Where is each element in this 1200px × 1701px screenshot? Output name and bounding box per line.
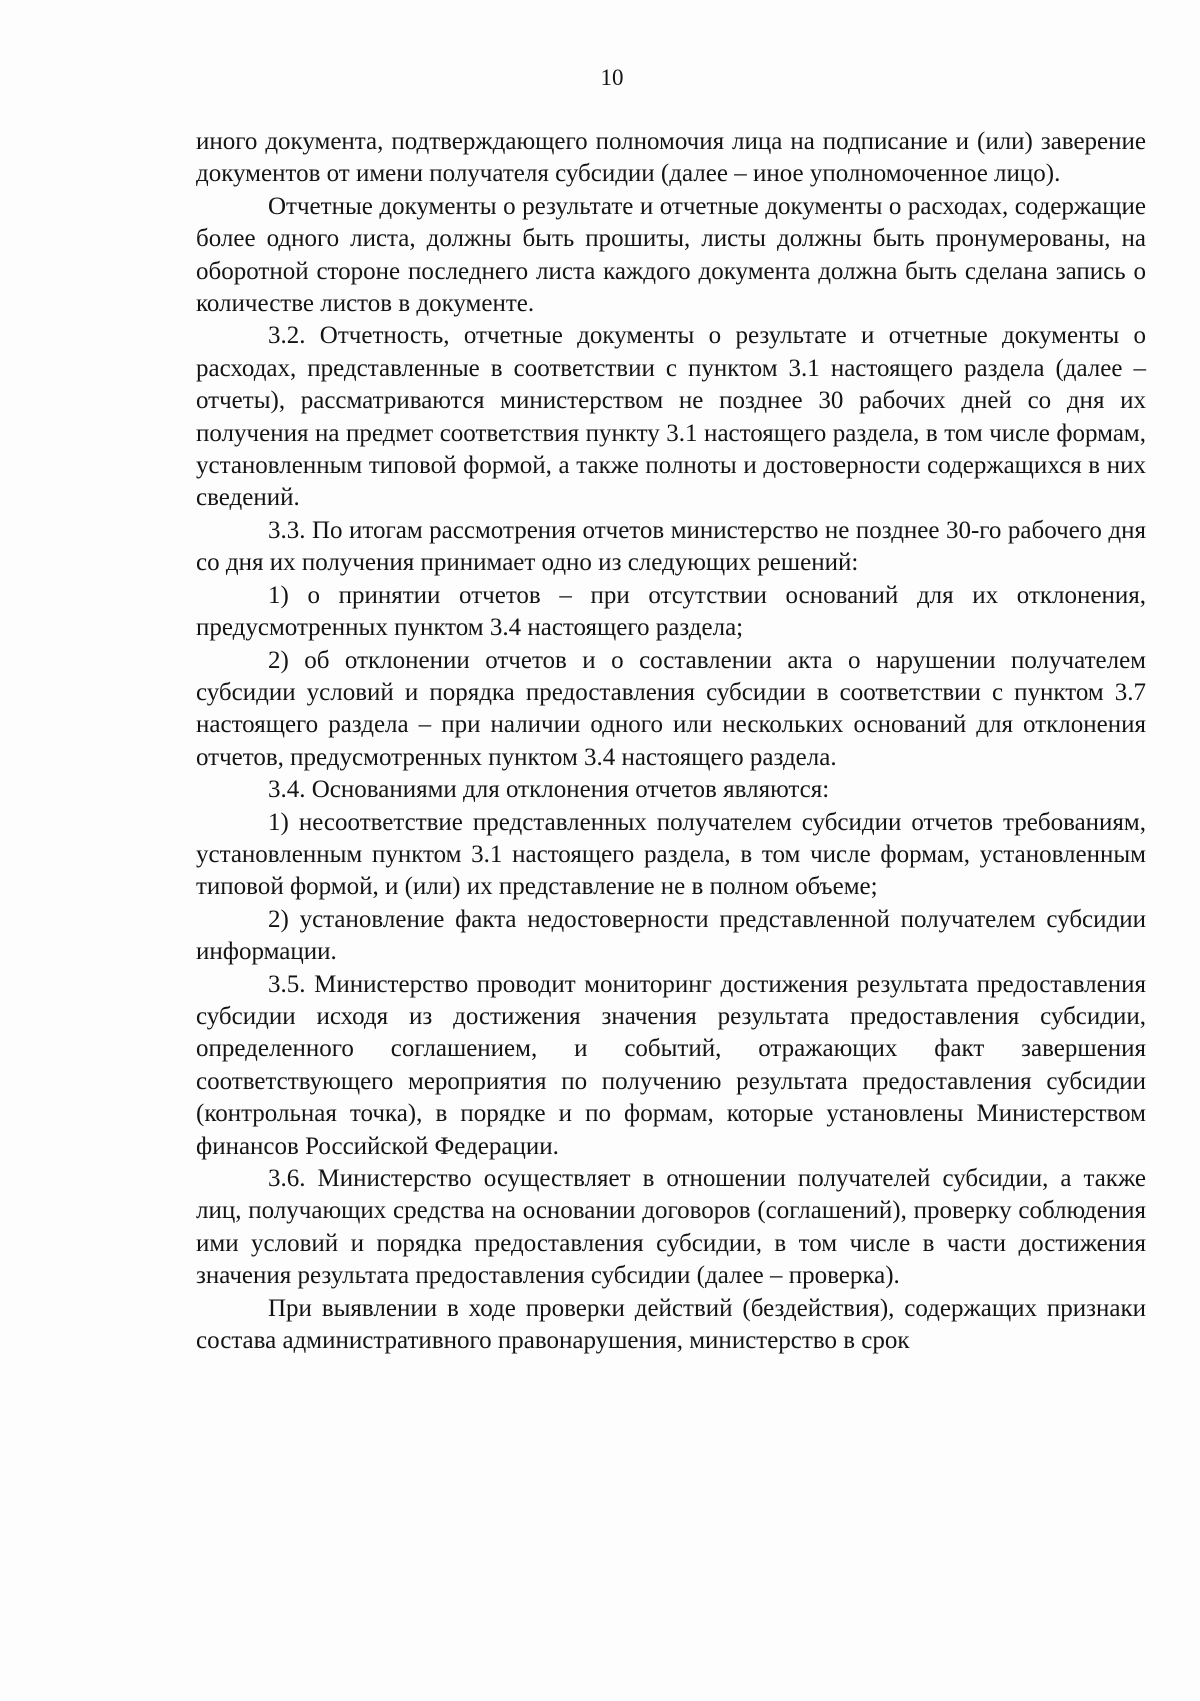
paragraph-3-3: 3.3. По итогам рассмотрения отчетов министерство не позднее 30-го рабочего дня со дня их получения принимает одно из следующих решений: — [196, 516, 1146, 577]
paragraph-3-4-item-1: 1) несоответствие представленных получателем субсидии отчетов требованиям, установленным пунктом 3.1 настоящего раздела, в том числе формам, установленным типовой формой, и (или) их представление не в полном объеме; — [196, 808, 1146, 901]
document-body — [196, 126, 1146, 1357]
paragraph-3-4: 3.4. Основаниями для отклонения отчетов являются: — [268, 776, 830, 804]
paragraph-3-3-item-2: 2) об отклонении отчетов и о составлении акта о нарушении получателем субсидии условий и порядка предоставления субсидии в соответствии с пунктом 3.7 настоящего раздела – при наличии одного или нескольких оснований для отклонения отчетов, предусмотренных пунктом 3.4 настоящего раздела. — [196, 646, 1146, 771]
paragraph-continuation: иного документа, подтверждающего полномочия лица на подписание и (или) заверение документов от имени получателя субсидии (далее – иное уполномоченное лицо). — [196, 128, 1146, 188]
paragraph-3-4-item-2: 2) установление факта недостоверности представленной получателем субсидии информации. — [196, 905, 1146, 966]
paragraph-3-5: 3.5. Министерство проводит мониторинг достижения результата предоставления субсидии исходя из достижения значения результата предоставления субсидии, определенного соглашением, и событий, отражающих факт завершения соответствующего мероприятия по получению результата предоставления субсидии (контрольная точка), в порядке и по формам, которые установлены Министерством финансов Российской Федерации. — [196, 970, 1146, 1160]
paragraph-3-6: 3.6. Министерство осуществляет в отношении получателей субсидии, а также лиц, получающих средства на основании договоров (соглашений), проверку соблюдения ими условий и порядка предоставления субсидии, в том числе в части достижения значения результата предоставления субсидии (далее – проверка). — [196, 1165, 1146, 1290]
paragraph-report-documents: Отчетные документы о результате и отчетные документы о расходах, содержащие более одного листа, должны быть прошиты, листы должны быть пронумерованы, на оборотной стороне последнего листа каждого документа должна быть сделана запись о количестве листов в документе. — [196, 192, 1146, 318]
paragraph-3-3-item-1: 1) о принятии отчетов – при отсутствии оснований для их отклонения, предусмотренных пунктом 3.4 настоящего раздела; — [196, 581, 1146, 642]
paragraph-3-2: 3.2. Отчетность, отчетные документы о результате и отчетные документы о расходах, представленные в соответствии с пунктом 3.1 настоящего раздела (далее – отчеты), рассматриваются министерством не позднее 30 рабочих дней со дня их получения на предмет соответствия пункту 3.1 настоящего раздела, в том числе формам, установленным типовой формой, а также полноты и достоверности содержащихся в них сведений. — [196, 322, 1146, 512]
paragraph-inspection-violations: При выявлении в ходе проверки действий (бездействия), содержащих признаки состава административного правонарушения, министерство в срок — [196, 1294, 1146, 1355]
page-number: 10 — [600, 65, 624, 90]
